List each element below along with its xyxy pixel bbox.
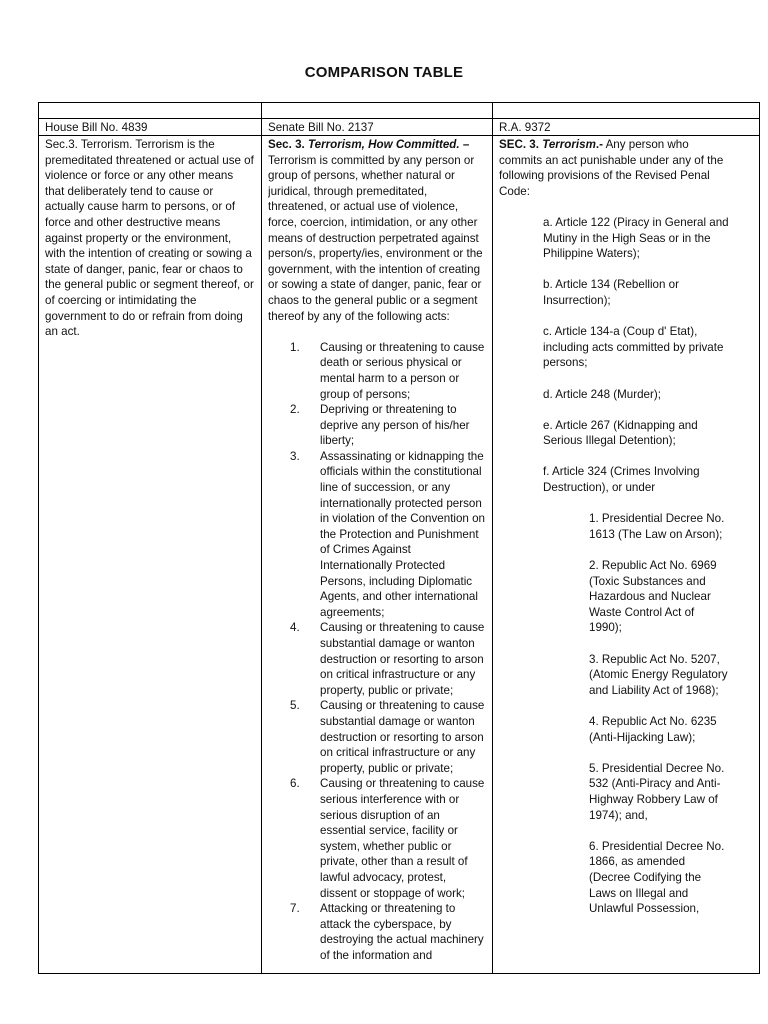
list-item: 6. Causing or threatening to cause serious interference with or serious disruption of an essential service, facility or system, whether public or private, other than a result of lawful advocacy, protest, dissent or stoppage of work; — [290, 777, 485, 900]
list-item: 4. Causing or threatening to cause substantial damage or wanton destruction or resorting to arson on critical infrastructure or any property, public or private; — [290, 621, 485, 697]
column-header-senate-bill: Senate Bill No. 2137 — [268, 121, 374, 134]
table-row-divider — [38, 118, 760, 119]
list-item: 3. Republic Act No. 5207, (Atomic Energy Regulatory and Liability Act of 1968); — [589, 652, 728, 697]
senate-bill-cell — [268, 137, 486, 971]
section-dash: .- — [595, 138, 603, 151]
list-item: 1. Causing or threatening to cause death or serious physical or mental harm to a person or group of persons; — [290, 340, 485, 401]
list-item: 1. Presidential Decree No. 1613 (The Law on Arson); — [589, 512, 725, 541]
list-item: 4. Republic Act No. 6235 (Anti-Hijacking Law); — [589, 714, 717, 744]
section-label: SEC. 3. — [499, 138, 539, 151]
ra-9372-intro — [499, 137, 735, 199]
list-item: a. Article 122 (Piracy in General and Mutiny in the High Seas or in the Philippine Waters); — [543, 215, 729, 261]
section-title: Terrorism — [542, 138, 596, 151]
page-title: COMPARISON TABLE — [304, 64, 464, 81]
senate-bill-intro — [268, 137, 486, 324]
list-item: e. Article 267 (Kidnapping and Serious Illegal Detention); — [543, 418, 698, 448]
table-column-divider — [492, 102, 493, 974]
ra-9372-cell — [499, 137, 735, 971]
ra-9372-intro-text: Any person who commits an act punishable under any of the following provisions of the Revised Penal Code: — [499, 138, 724, 198]
list-item: 5. Causing or threatening to cause substantial damage or wanton destruction or resorting to arson on critical infrastructure or any property, public or private; — [290, 699, 485, 775]
section-label: Sec. 3. — [268, 138, 305, 151]
list-item: c. Article 134-a (Coup d' Etat), including acts committed by private persons; — [543, 325, 724, 370]
list-item: 2. Depriving or threatening to deprive any person of his/her liberty; — [290, 403, 470, 448]
senate-bill-acts-list — [268, 340, 486, 964]
house-bill-text: Sec.3. Terrorism. Terrorism is the premeditated threatened or actual use of violence or force or any other means that deliberately tend to cause or actually cause harm to persons, or of force and other destructive means against property or the environment, with the intention of creating or sowing a state of danger, panic, fear or chaos to the general public or segment thereof, or of coercing or intimidating the government to do or refrain from doing an act. — [45, 138, 254, 339]
list-item: f. Article 324 (Crimes Involving Destruction), or under — [543, 465, 700, 495]
rpc-articles-list — [543, 215, 733, 496]
list-item: 6. Presidential Decree No. 1866, as amended (Decree Codifying the Laws on Illegal and Unlawful Possession, — [589, 839, 725, 916]
list-item: d. Article 248 (Murder); — [543, 387, 661, 401]
table-column-divider — [261, 102, 262, 974]
list-item: 7. Attacking or threatening to attack the cyberspace, by destroying the actual machinery of the information and — [290, 902, 484, 962]
list-item: 2. Republic Act No. 6969 (Toxic Substances and Hazardous and Nuclear Waste Control Act of 1990); — [589, 559, 717, 635]
list-item: 3. Assassinating or kidnapping the officials within the constitutional line of succession, or any internationally protected person in violation of the Convention on the Protection and Punishment of Crimes Against Internationally Protected Persons, including Diplomatic Agents, and other international agreements; — [290, 449, 486, 619]
column-header-house-bill: House Bill No. 4839 — [45, 121, 148, 134]
senate-bill-intro-text: Terrorism is committed by any person or group of persons, whether natural or juridical, through premeditated, threatened, or actual use of violence, force, coercion, intimidation, or any other means of destruction perpetrated against person/s, property/ies, environment or the government, with the intention of creating or sowing a state of danger, panic, fear or chaos to the general public or a segment thereof by any of the following acts: — [268, 153, 483, 323]
section-dash: – — [459, 138, 470, 151]
list-item: b. Article 134 (Rebellion or Insurrection); — [543, 278, 679, 307]
table-row-divider — [38, 135, 760, 136]
column-header-ra-9372: R.A. 9372 — [499, 121, 551, 134]
section-title: Terrorism, How Committed. — [307, 138, 460, 151]
list-item: 5. Presidential Decree No. 532 (Anti-Piracy and Anti-Highway Robbery Law of 1974); and, — [589, 761, 725, 822]
special-laws-list — [589, 511, 729, 916]
